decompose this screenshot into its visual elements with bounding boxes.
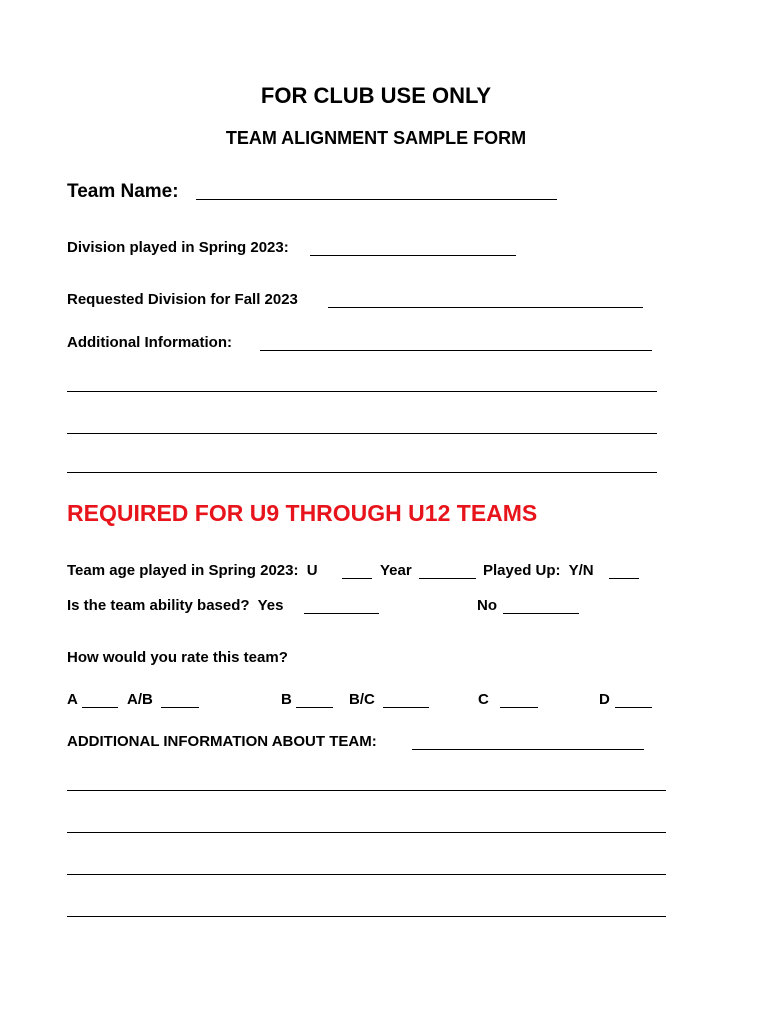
ability-no-field[interactable] — [503, 613, 579, 614]
rating-b-label: B — [281, 691, 292, 708]
requested-division-label: Requested Division for Fall 2023 — [67, 291, 298, 308]
rating-c-field[interactable] — [500, 707, 538, 708]
ability-yes-field[interactable] — [304, 613, 379, 614]
division-spring-field[interactable] — [310, 255, 516, 256]
team-name-label: Team Name: — [67, 181, 179, 202]
requested-division-field[interactable] — [328, 307, 643, 308]
rating-a-field[interactable] — [82, 707, 118, 708]
ability-question: Is the team ability based? Yes — [67, 597, 284, 614]
rating-d-field[interactable] — [615, 707, 652, 708]
required-heading: REQUIRED FOR U9 THROUGH U12 TEAMS — [67, 500, 538, 526]
additional-info-line[interactable] — [67, 391, 657, 392]
additional-about-team-line[interactable] — [67, 916, 666, 917]
rating-question: How would you rate this team? — [67, 649, 288, 666]
additional-info-label: Additional Information: — [67, 334, 232, 351]
additional-info-line[interactable] — [67, 433, 657, 434]
rating-bc-field[interactable] — [383, 707, 429, 708]
year-label: Year — [380, 562, 412, 579]
additional-info-field[interactable] — [260, 350, 652, 351]
ability-no-label: No — [477, 597, 497, 614]
rating-d-label: D — [599, 691, 610, 708]
additional-about-team-line[interactable] — [67, 874, 666, 875]
rating-ab-field[interactable] — [161, 707, 199, 708]
rating-c-label: C — [478, 691, 489, 708]
additional-about-team-label: ADDITIONAL INFORMATION ABOUT TEAM: — [67, 733, 377, 750]
rating-ab-label: A/B — [127, 691, 153, 708]
played-up-label: Played Up: Y/N — [483, 562, 594, 579]
additional-about-team-line[interactable] — [67, 832, 666, 833]
additional-info-line[interactable] — [67, 472, 657, 473]
additional-about-team-field[interactable] — [412, 749, 644, 750]
rating-a-label: A — [67, 691, 78, 708]
rating-bc-label: B/C — [349, 691, 375, 708]
form-subtitle: TEAM ALIGNMENT SAMPLE FORM — [225, 128, 527, 148]
rating-b-field[interactable] — [296, 707, 333, 708]
additional-about-team-line[interactable] — [67, 790, 666, 791]
team-age-field[interactable] — [342, 578, 372, 579]
year-field[interactable] — [419, 578, 476, 579]
page-title: FOR CLUB USE ONLY — [260, 83, 492, 108]
division-spring-label: Division played in Spring 2023: — [67, 239, 289, 256]
played-up-field[interactable] — [609, 578, 639, 579]
team-name-field[interactable] — [196, 199, 557, 200]
team-age-label: Team age played in Spring 2023: U — [67, 562, 318, 579]
